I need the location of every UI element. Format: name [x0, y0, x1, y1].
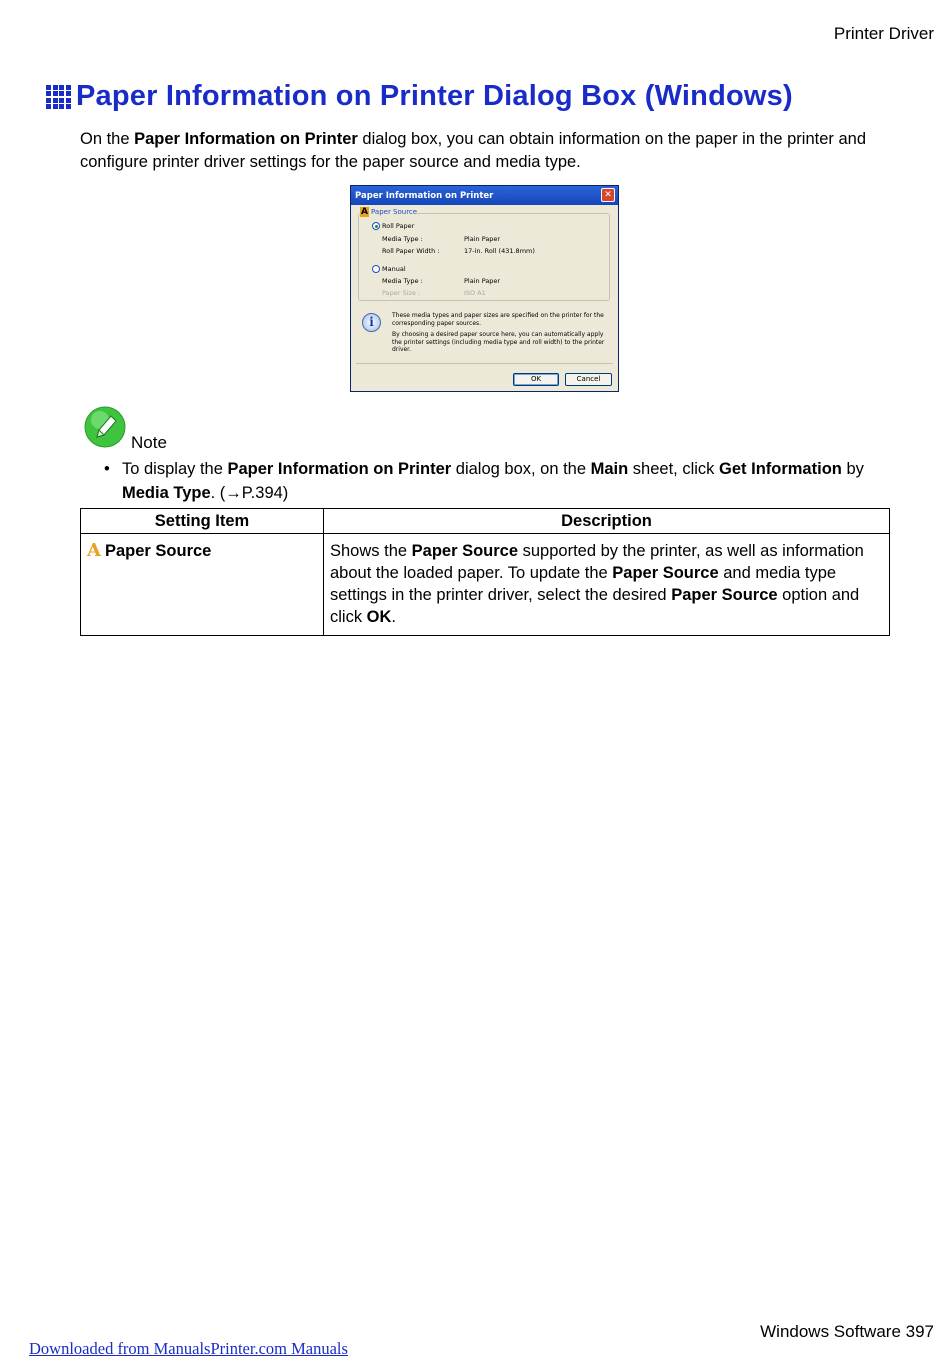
- column-header-setting-item: Setting Item: [81, 509, 324, 534]
- paper-source-group-label: A Paper Source: [361, 207, 418, 217]
- paper-information-dialog: [350, 185, 619, 392]
- callout-a-badge: A: [361, 207, 368, 217]
- grid-dots-icon: [46, 85, 70, 109]
- paper-size-value: ISO A1: [464, 289, 486, 297]
- dialog-separator: [356, 363, 613, 364]
- manual-media-type-label: Media Type :: [382, 277, 423, 285]
- intro-paragraph: On the Paper Information on Printer dialog box, you can obtain information on the paper in the printer and configure printer driver settings for the paper source and media type.: [80, 130, 867, 171]
- description-cell: Shows the Paper Source supported by the printer, as well as information about the loaded paper. To update the Paper Source and media type settings in the printer driver, select the desired Paper Source option and click OK.: [324, 534, 890, 636]
- column-header-description: Description: [324, 509, 890, 534]
- setting-item-cell: A Paper Source: [81, 534, 324, 636]
- table-row: [81, 534, 890, 636]
- page-title: Paper Information on Printer Dialog Box (Windows): [76, 80, 793, 112]
- note-bullet: • To display the Paper Information on Printer dialog box, on the Main sheet, click Get Information by Media Type. (→P.394): [104, 457, 894, 505]
- roll-width-value: 17-in. Roll (431.8mm): [464, 247, 535, 255]
- radio-unselected-icon: [372, 265, 380, 273]
- paper-size-label: Paper Size :: [382, 289, 421, 297]
- settings-table: [80, 508, 890, 636]
- table-header-row: [81, 509, 890, 534]
- section-header: Printer Driver: [833, 24, 934, 43]
- dialog-title: Paper Information on Printer: [355, 190, 494, 201]
- dialog-titlebar: [351, 186, 618, 205]
- bullet-dot: •: [104, 460, 110, 478]
- page-footer: Windows Software 397: [760, 1322, 934, 1341]
- page-title-row: [46, 80, 793, 113]
- download-source-link[interactable]: Downloaded from ManualsPrinter.com Manuals: [29, 1339, 348, 1358]
- cancel-button[interactable]: Cancel: [565, 373, 612, 386]
- callout-a-letter: A: [87, 540, 101, 561]
- manual-media-type-value: Plain Paper: [464, 277, 501, 285]
- note-pencil-icon: [84, 406, 126, 448]
- manual-radio[interactable]: Manual: [372, 265, 406, 273]
- roll-media-type-value: Plain Paper: [464, 235, 501, 243]
- info-icon: i: [362, 313, 381, 332]
- ok-button[interactable]: OK: [513, 373, 559, 386]
- note-label: Note: [131, 433, 167, 452]
- roll-width-label: Roll Paper Width :: [382, 247, 440, 255]
- paper-source-group: [358, 207, 610, 301]
- info-text-1: These media types and paper sizes are specified on the printer for the corresponding paper sources.: [392, 312, 604, 327]
- info-text-2: By choosing a desired paper source here, you can automatically apply the printer settings (including media type and roll width) to the printer driver.: [392, 331, 605, 353]
- radio-selected-icon: [372, 222, 380, 230]
- roll-media-type-label: Media Type :: [382, 235, 423, 243]
- close-icon[interactable]: ✕: [601, 188, 615, 202]
- roll-paper-radio[interactable]: Roll Paper: [372, 222, 414, 230]
